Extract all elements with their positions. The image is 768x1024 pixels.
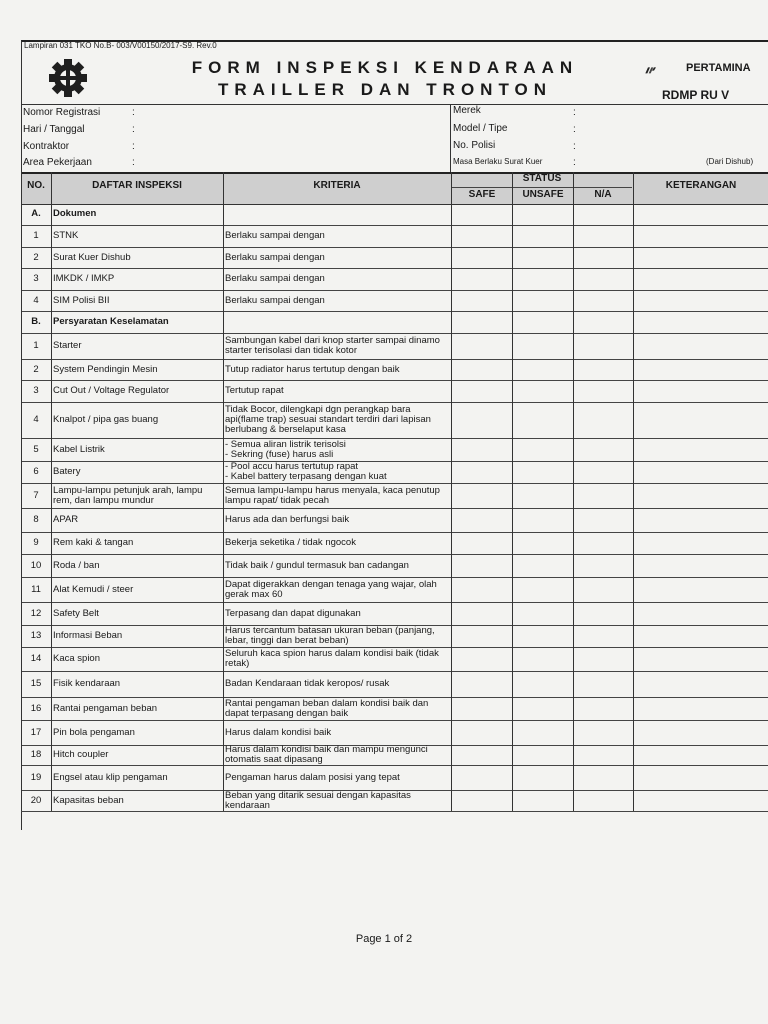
row-na-cell[interactable] xyxy=(573,333,633,359)
column-divider xyxy=(512,172,513,811)
row-unsafe-cell[interactable] xyxy=(512,625,573,647)
row-no: 6 xyxy=(33,466,39,477)
row-criteria: Harus tercantum batasan ukuran beban (panjang, lebar, tinggi dan berat beban) xyxy=(225,625,435,646)
row-remarks-cell[interactable] xyxy=(633,577,768,602)
row-item: Roda / ban xyxy=(53,559,100,571)
row-unsafe-cell[interactable] xyxy=(512,268,573,290)
row-remarks-cell[interactable] xyxy=(633,554,768,577)
row-item: Dokumen xyxy=(53,208,97,219)
row-item: System Pendingin Mesin xyxy=(53,363,158,375)
row-criteria: Berlaku sampai dengan xyxy=(225,251,325,263)
header-na: N/A xyxy=(594,189,612,200)
row-no: 3 xyxy=(33,273,39,284)
status-divider xyxy=(452,187,632,188)
info-value-registration[interactable]: : xyxy=(132,107,135,118)
row-remarks-cell[interactable] xyxy=(633,402,768,438)
row-remarks-cell[interactable] xyxy=(633,290,768,311)
row-item: Kapasitas beban xyxy=(53,794,124,806)
row-remarks-cell[interactable] xyxy=(633,225,768,247)
row-na-cell[interactable] xyxy=(573,203,633,225)
header-status: STATUS xyxy=(522,173,562,184)
row-criteria: Seluruh kaca spion harus dalam kondisi baik (tidak retak) xyxy=(225,648,439,669)
row-unsafe-cell[interactable] xyxy=(512,461,573,483)
row-safe-cell[interactable] xyxy=(451,602,512,625)
row-safe-cell[interactable] xyxy=(451,697,512,720)
row-unsafe-cell[interactable] xyxy=(512,380,573,402)
header-criteria: KRITERIA xyxy=(313,180,361,191)
info-note: (Dari Dishub) xyxy=(706,157,754,166)
row-unsafe-cell[interactable] xyxy=(512,647,573,671)
row-safe-cell[interactable] xyxy=(451,671,512,697)
row-safe-cell[interactable] xyxy=(451,508,512,532)
row-criteria: Harus dalam kondisi baik xyxy=(225,726,332,738)
row-criteria: Berlaku sampai dengan xyxy=(225,273,325,284)
row-na-cell[interactable] xyxy=(573,697,633,720)
row-no: A. xyxy=(31,208,41,219)
row-remarks-cell[interactable] xyxy=(633,532,768,554)
row-no: 20 xyxy=(30,794,42,806)
row-unsafe-cell[interactable] xyxy=(512,671,573,697)
row-unsafe-cell[interactable] xyxy=(512,483,573,508)
row-na-cell[interactable] xyxy=(573,483,633,508)
row-unsafe-cell[interactable] xyxy=(512,577,573,602)
row-safe-cell[interactable] xyxy=(451,483,512,508)
row-remarks-cell[interactable] xyxy=(633,647,768,671)
header-no: NO. xyxy=(27,180,45,191)
info-value-date[interactable]: : xyxy=(132,124,135,135)
info-value-model[interactable]: : xyxy=(573,124,576,135)
header-item: DAFTAR INSPEKSI xyxy=(92,180,182,191)
row-criteria: Berlaku sampai dengan xyxy=(225,230,325,241)
row-item: Engsel atau klip pengaman xyxy=(53,771,168,783)
row-no: 13 xyxy=(30,630,42,641)
row-criteria: Rantai pengaman beban dalam kondisi baik dan dapat terpasang dengan baik xyxy=(225,697,429,719)
row-remarks-cell[interactable] xyxy=(633,461,768,483)
row-no: 2 xyxy=(33,363,39,375)
row-item: Cut Out / Voltage Regulator xyxy=(53,385,170,396)
row-safe-cell[interactable] xyxy=(451,647,512,671)
row-unsafe-cell[interactable] xyxy=(512,508,573,532)
row-safe-cell[interactable] xyxy=(451,765,512,790)
row-item: STNK xyxy=(53,230,79,241)
row-item: Rantai pengaman beban xyxy=(53,702,158,714)
row-safe-cell[interactable] xyxy=(451,625,512,647)
row-safe-cell[interactable] xyxy=(451,402,512,438)
row-safe-cell[interactable] xyxy=(451,380,512,402)
row-criteria: - Pool accu harus tertutup rapat - Kabel battery terpasang dengan kuat xyxy=(225,461,387,482)
row-unsafe-cell[interactable] xyxy=(512,247,573,268)
row-criteria: Tidak Bocor, dilengkapi dgn perangkap bara api(flame trap) sesuai standart terdiri dari lapisan berlubang & berselaput kasa xyxy=(225,404,431,435)
row-no: 15 xyxy=(30,678,42,689)
row-na-cell[interactable] xyxy=(573,290,633,311)
row-safe-cell[interactable] xyxy=(451,720,512,745)
row-unsafe-cell[interactable] xyxy=(512,438,573,461)
row-safe-cell[interactable] xyxy=(451,461,512,483)
row-item: Fisik kendaraan xyxy=(53,678,121,689)
row-remarks-cell[interactable] xyxy=(633,247,768,268)
row-unsafe-cell[interactable] xyxy=(512,602,573,625)
row-no: 7 xyxy=(33,489,39,501)
info-value-contractor[interactable]: : xyxy=(132,141,135,152)
gear-logo-icon xyxy=(44,58,92,98)
row-safe-cell[interactable] xyxy=(451,577,512,602)
row-safe-cell[interactable] xyxy=(451,532,512,554)
column-divider xyxy=(633,172,634,811)
row-item: SIM Polisi BII xyxy=(53,294,110,306)
row-no: 2 xyxy=(33,251,39,263)
row-item: Hitch coupler xyxy=(53,749,109,760)
info-label-registration: Nomor Registrasi xyxy=(23,107,101,118)
row-unsafe-cell[interactable] xyxy=(512,311,573,333)
row-no: 18 xyxy=(30,749,42,760)
row-na-cell[interactable] xyxy=(573,311,633,333)
row-safe-cell[interactable] xyxy=(451,268,512,290)
row-criteria: Beban yang ditarik sesuai dengan kapasitas kendaraan xyxy=(225,790,411,811)
unit-label: RDMP RU V xyxy=(662,88,730,102)
row-na-cell[interactable] xyxy=(573,508,633,532)
row-na-cell[interactable] xyxy=(573,745,633,765)
row-na-cell[interactable] xyxy=(573,765,633,790)
row-no: 14 xyxy=(30,653,42,664)
row-na-cell[interactable] xyxy=(573,790,633,811)
row-criteria xyxy=(225,203,449,225)
row-na-cell[interactable] xyxy=(573,625,633,647)
info-label-date: Hari / Tanggal xyxy=(23,124,85,135)
row-no: 8 xyxy=(33,514,39,525)
row-safe-cell[interactable] xyxy=(451,554,512,577)
row-no: 19 xyxy=(30,771,42,783)
row-remarks-cell[interactable] xyxy=(633,697,768,720)
row-criteria: - Semua aliran listrik terisolsi - Sekring (fuse) harus asli xyxy=(225,438,346,460)
row-no: 12 xyxy=(30,607,42,619)
row-unsafe-cell[interactable] xyxy=(512,790,573,811)
row-remarks-cell[interactable] xyxy=(633,602,768,625)
row-remarks-cell[interactable] xyxy=(633,359,768,380)
header-safe: SAFE xyxy=(468,189,496,200)
row-na-cell[interactable] xyxy=(573,647,633,671)
info-value-brand[interactable]: : xyxy=(573,107,576,118)
row-no: 16 xyxy=(30,702,42,714)
row-item: APAR xyxy=(53,514,79,525)
row-na-cell[interactable] xyxy=(573,438,633,461)
row-item: IMKDK / IMKP xyxy=(53,273,115,284)
row-unsafe-cell[interactable] xyxy=(512,765,573,790)
info-value-area[interactable]: : xyxy=(132,157,135,168)
row-item: Knalpot / pipa gas buang xyxy=(53,414,159,425)
row-item: Kabel Listrik xyxy=(53,443,105,455)
row-no: 1 xyxy=(33,340,39,351)
row-criteria: Tutup radiator harus tertutup dengan baik xyxy=(225,363,400,375)
row-item: Informasi Beban xyxy=(53,630,123,641)
row-na-cell[interactable] xyxy=(573,532,633,554)
row-no: 5 xyxy=(33,443,39,455)
column-divider xyxy=(51,172,52,811)
row-criteria: Tidak baik / gundul termasuk ban cadangan xyxy=(225,559,409,571)
row-remarks-cell[interactable] xyxy=(633,333,768,359)
document-reference: Lampiran 031 TKO No.B- 003/V00150/2017-S9. Rev.0 xyxy=(24,41,217,50)
row-unsafe-cell[interactable] xyxy=(512,532,573,554)
row-item: Batery xyxy=(53,466,81,477)
row-na-cell[interactable] xyxy=(573,461,633,483)
info-label-contractor: Kontraktor xyxy=(23,141,70,152)
row-safe-cell[interactable] xyxy=(451,203,512,225)
row-remarks-cell[interactable] xyxy=(633,745,768,765)
row-remarks-cell[interactable] xyxy=(633,268,768,290)
row-item: Persyaratan Keselamatan xyxy=(53,316,169,327)
row-safe-cell[interactable] xyxy=(451,290,512,311)
row-criteria: Semua lampu-lampu harus menyala, kaca penutup lampu rapat/ tidak pecah xyxy=(225,484,440,506)
row-no: 9 xyxy=(33,537,39,548)
row-safe-cell[interactable] xyxy=(451,247,512,268)
row-na-cell[interactable] xyxy=(573,247,633,268)
row-item: Rem kaki & tangan xyxy=(53,537,134,548)
row-unsafe-cell[interactable] xyxy=(512,225,573,247)
column-divider xyxy=(21,172,22,811)
row-item: Lampu-lampu petunjuk arah, lampu rem, dan lampu mundur xyxy=(53,484,203,506)
row-na-cell[interactable] xyxy=(573,380,633,402)
row-no: B. xyxy=(31,316,41,327)
row-na-cell[interactable] xyxy=(573,359,633,380)
row-na-cell[interactable] xyxy=(573,402,633,438)
row-item: Alat Kemudi / steer xyxy=(53,583,134,595)
row-remarks-cell[interactable] xyxy=(633,790,768,811)
info-label-area: Area Pekerjaan xyxy=(23,157,92,168)
row-criteria: Pengaman harus dalam posisi yang tepat xyxy=(225,771,400,783)
page-number: Page 1 of 2 xyxy=(355,933,413,945)
row-unsafe-cell[interactable] xyxy=(512,720,573,745)
pertamina-logo-icon xyxy=(644,58,684,82)
row-criteria: Badan Kendaraan tidak keropos/ rusak xyxy=(225,678,390,689)
row-no: 11 xyxy=(31,583,41,595)
row-unsafe-cell[interactable] xyxy=(512,697,573,720)
row-criteria: Terpasang dan dapat digunakan xyxy=(225,607,361,619)
row-remarks-cell[interactable] xyxy=(633,508,768,532)
row-no: 4 xyxy=(33,294,39,306)
row-criteria: Bekerja seketika / tidak ngocok xyxy=(225,537,356,548)
row-na-cell[interactable] xyxy=(573,720,633,745)
row-remarks-cell[interactable] xyxy=(633,311,768,333)
row-na-cell[interactable] xyxy=(573,577,633,602)
row-item: Pin bola pengaman xyxy=(53,726,135,738)
row-criteria: Harus ada dan berfungsi baik xyxy=(225,514,350,525)
row-criteria xyxy=(225,311,449,333)
row-remarks-cell[interactable] xyxy=(633,483,768,508)
row-unsafe-cell[interactable] xyxy=(512,290,573,311)
header-unsafe: UNSAFE xyxy=(522,189,564,200)
row-unsafe-cell[interactable] xyxy=(512,402,573,438)
row-na-cell[interactable] xyxy=(573,602,633,625)
row-remarks-cell[interactable] xyxy=(633,765,768,790)
info-divider xyxy=(450,104,451,172)
row-safe-cell[interactable] xyxy=(451,790,512,811)
row-remarks-cell[interactable] xyxy=(633,438,768,461)
row-no: 4 xyxy=(33,414,39,425)
brand-name: PERTAMINA xyxy=(686,62,751,74)
row-na-cell[interactable] xyxy=(573,671,633,697)
row-unsafe-cell[interactable] xyxy=(512,359,573,380)
column-divider xyxy=(451,172,452,811)
info-label-permit-validity: Masa Berlaku Surat Kuer xyxy=(453,157,543,166)
row-criteria: Harus dalam kondisi baik dan mampu mengunci otomatis saat dipasang xyxy=(225,745,428,765)
row-safe-cell[interactable] xyxy=(451,225,512,247)
info-value-permit-validity[interactable]: : xyxy=(573,157,576,168)
row-unsafe-cell[interactable] xyxy=(512,203,573,225)
info-value-plate[interactable]: : xyxy=(573,141,576,152)
row-no: 17 xyxy=(30,726,42,738)
form-title-line-2: TRAILLER DAN TRONTON xyxy=(217,80,553,99)
row-safe-cell[interactable] xyxy=(451,438,512,461)
row-safe-cell[interactable] xyxy=(451,359,512,380)
info-label-model: Model / Tipe xyxy=(453,123,508,134)
info-label-brand: Merek xyxy=(453,105,481,116)
row-safe-cell[interactable] xyxy=(451,311,512,333)
row-criteria: Tertutup rapat xyxy=(225,385,284,396)
row-divider xyxy=(21,811,768,812)
row-no: 3 xyxy=(33,385,39,396)
row-no: 1 xyxy=(33,230,39,241)
row-safe-cell[interactable] xyxy=(451,333,512,359)
row-unsafe-cell[interactable] xyxy=(512,333,573,359)
row-remarks-cell[interactable] xyxy=(633,380,768,402)
row-item: Starter xyxy=(53,340,82,351)
column-divider xyxy=(223,172,224,811)
row-criteria: Sambungan kabel dari knop starter sampai dinamo starter terisolasi dan tidak kotor xyxy=(225,335,440,356)
row-criteria: Berlaku sampai dengan xyxy=(225,294,325,306)
header-remarks: KETERANGAN xyxy=(665,180,737,191)
row-remarks-cell[interactable] xyxy=(633,625,768,647)
row-item: Safety Belt xyxy=(53,607,99,619)
row-remarks-cell[interactable] xyxy=(633,671,768,697)
row-na-cell[interactable] xyxy=(573,554,633,577)
row-unsafe-cell[interactable] xyxy=(512,554,573,577)
row-no: 10 xyxy=(30,559,42,571)
row-criteria: Dapat digerakkan dengan tenaga yang wajar, olah gerak max 60 xyxy=(225,578,437,600)
row-na-cell[interactable] xyxy=(573,225,633,247)
row-remarks-cell[interactable] xyxy=(633,720,768,745)
row-item: Surat Kuer Dishub xyxy=(53,251,131,263)
row-na-cell[interactable] xyxy=(573,268,633,290)
row-item: Kaca spion xyxy=(53,653,101,664)
row-safe-cell[interactable] xyxy=(451,745,512,765)
info-label-plate: No. Polisi xyxy=(453,140,496,151)
column-divider xyxy=(573,172,574,811)
row-remarks-cell[interactable] xyxy=(633,203,768,225)
row-unsafe-cell[interactable] xyxy=(512,745,573,765)
form-title-line-1: FORM INSPEKSI KENDARAAN xyxy=(191,58,579,77)
